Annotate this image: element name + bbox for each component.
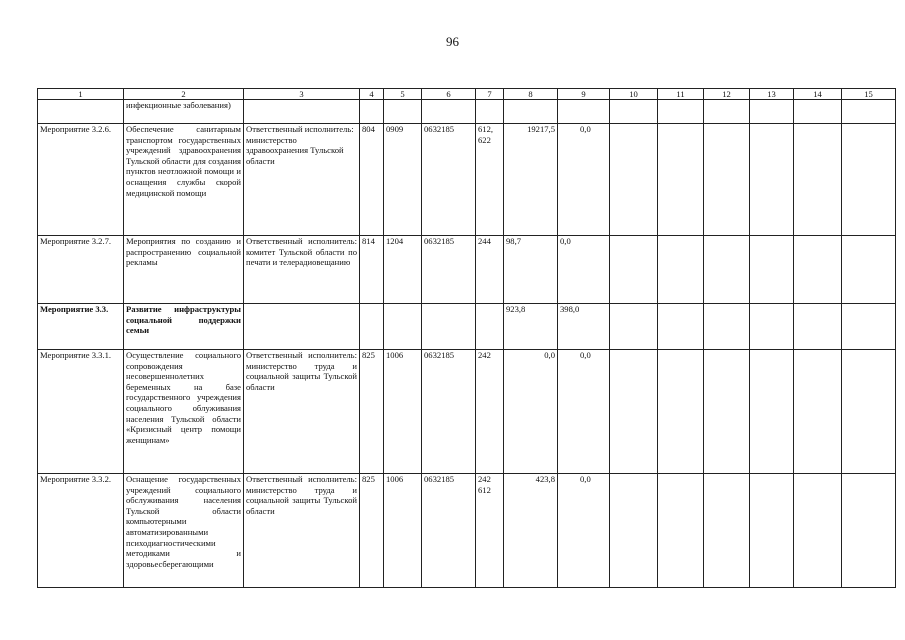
measure-code: Мероприятие 3.3.: [38, 304, 124, 350]
page-number: 96: [446, 34, 459, 49]
cell-col4: [360, 304, 384, 350]
cell-col11: [658, 304, 704, 350]
responsible-executor: Ответственный исполнитель: министерство труда и социальной защиты Тульской области: [244, 350, 360, 474]
table-row: [38, 124, 896, 236]
cell-col11: [658, 350, 704, 474]
cell-col9: 0,0: [558, 236, 610, 304]
cell-col7: 244: [476, 236, 504, 304]
cell-col13: [750, 100, 794, 124]
cell-col10: [610, 124, 658, 236]
cell-col14: [794, 304, 842, 350]
cell-col13: [750, 236, 794, 304]
column-header: 8: [504, 89, 558, 100]
cell-col5: 1006: [384, 350, 422, 474]
cell-col11: [658, 124, 704, 236]
responsible-executor: [244, 304, 360, 350]
cell-col9: [558, 100, 610, 124]
cell-col4: 825: [360, 350, 384, 474]
cell-col12: [704, 100, 750, 124]
measure-code: Мероприятие 3.2.6.: [38, 124, 124, 236]
cell-col4: 804: [360, 124, 384, 236]
cell-col6: 0632185: [422, 236, 476, 304]
cell-col14: [794, 124, 842, 236]
cell-col5: [384, 100, 422, 124]
measure-description: Развитие инфраструктуры социальной поддержки семьи: [124, 304, 244, 350]
column-header: 15: [842, 89, 896, 100]
cell-col5: 0909: [384, 124, 422, 236]
cell-col10: [610, 350, 658, 474]
cell-col7: 242 612: [476, 474, 504, 588]
measure-description: Осуществление социального сопровождения несовершеннолетних беременных на базе государственного учреждения социального облуживания населения Тульской области «Кризисный центр помощи женщинам»: [124, 350, 244, 474]
column-header: 3: [244, 89, 360, 100]
cell-col10: [610, 236, 658, 304]
cell-col10: [610, 474, 658, 588]
table-row: [38, 100, 896, 124]
table-row: [38, 350, 896, 474]
cell-col11: [658, 100, 704, 124]
cell-col12: [704, 474, 750, 588]
cell-col13: [750, 350, 794, 474]
cell-col6: 0632185: [422, 124, 476, 236]
cell-col14: [794, 474, 842, 588]
cell-col12: [704, 124, 750, 236]
cell-col5: [384, 304, 422, 350]
cell-col11: [658, 236, 704, 304]
column-header: 7: [476, 89, 504, 100]
cell-col15: [842, 236, 896, 304]
responsible-executor: Ответственный исполнитель: министерство здравоохранения Тульской области: [244, 124, 360, 236]
cell-col9: 0,0: [558, 474, 610, 588]
cell-col9: 398,0: [558, 304, 610, 350]
cell-col8: 19217,5: [504, 124, 558, 236]
cell-col8: 423,8: [504, 474, 558, 588]
cell-col9: 0,0: [558, 124, 610, 236]
cell-col13: [750, 474, 794, 588]
cell-col13: [750, 124, 794, 236]
cell-col9: 0,0: [558, 350, 610, 474]
cell-col15: [842, 100, 896, 124]
responsible-executor: Ответственный исполнитель: комитет Тульской области по печати и телерадиовещанию: [244, 236, 360, 304]
cell-col6: [422, 100, 476, 124]
cell-col15: [842, 350, 896, 474]
measure-code: Мероприятие 3.2.7.: [38, 236, 124, 304]
cell-col7: 612, 622: [476, 124, 504, 236]
measure-code: Мероприятие 3.3.2.: [38, 474, 124, 588]
measure-description: инфекционные заболевания): [124, 100, 244, 124]
cell-col12: [704, 350, 750, 474]
cell-col7: [476, 100, 504, 124]
cell-col15: [842, 124, 896, 236]
column-header: 12: [704, 89, 750, 100]
cell-col5: 1006: [384, 474, 422, 588]
cell-col7: [476, 304, 504, 350]
cell-col4: 825: [360, 474, 384, 588]
cell-col6: 0632185: [422, 350, 476, 474]
cell-col12: [704, 236, 750, 304]
cell-col10: [610, 304, 658, 350]
cell-col4: 814: [360, 236, 384, 304]
column-header: 2: [124, 89, 244, 100]
responsible-executor: Ответственный исполнитель: министерство труда и социальной защиты Тульской области: [244, 474, 360, 588]
cell-col15: [842, 474, 896, 588]
column-header: 13: [750, 89, 794, 100]
measure-code: [38, 100, 124, 124]
column-header: 9: [558, 89, 610, 100]
table-header-row: [38, 89, 896, 100]
table-row: [38, 474, 896, 588]
cell-col6: 0632185: [422, 474, 476, 588]
cell-col14: [794, 100, 842, 124]
column-header: 5: [384, 89, 422, 100]
column-header: 1: [38, 89, 124, 100]
cell-col6: [422, 304, 476, 350]
cell-col11: [658, 474, 704, 588]
column-header: 6: [422, 89, 476, 100]
table-row: [38, 304, 896, 350]
column-header: 4: [360, 89, 384, 100]
measure-description: Обеспечение санитарным транспортом государственных учреждений здравоохранения Тульской области для создания пунктов неотложной помощи и оснащения службы скорой медицинской помощи: [124, 124, 244, 236]
table-row: [38, 236, 896, 304]
cell-col5: 1204: [384, 236, 422, 304]
cell-col15: [842, 304, 896, 350]
cell-col8: 923,8: [504, 304, 558, 350]
cell-col14: [794, 236, 842, 304]
measure-code: Мероприятие 3.3.1.: [38, 350, 124, 474]
column-header: 11: [658, 89, 704, 100]
cell-col8: [504, 100, 558, 124]
responsible-executor: [244, 100, 360, 124]
cell-col4: [360, 100, 384, 124]
program-table: [37, 88, 896, 588]
cell-col8: 98,7: [504, 236, 558, 304]
cell-col8: 0,0: [504, 350, 558, 474]
measure-description: Оснащение государственных учреждений социального обслуживания населения Тульской области компьютерными автоматизированными психодиагностическими методиками и здоровьесберегающими: [124, 474, 244, 588]
cell-col13: [750, 304, 794, 350]
cell-col14: [794, 350, 842, 474]
column-header: 14: [794, 89, 842, 100]
cell-col12: [704, 304, 750, 350]
cell-col7: 242: [476, 350, 504, 474]
column-header: 10: [610, 89, 658, 100]
measure-description: Мероприятия по созданию и распространению социальной рекламы: [124, 236, 244, 304]
cell-col10: [610, 100, 658, 124]
